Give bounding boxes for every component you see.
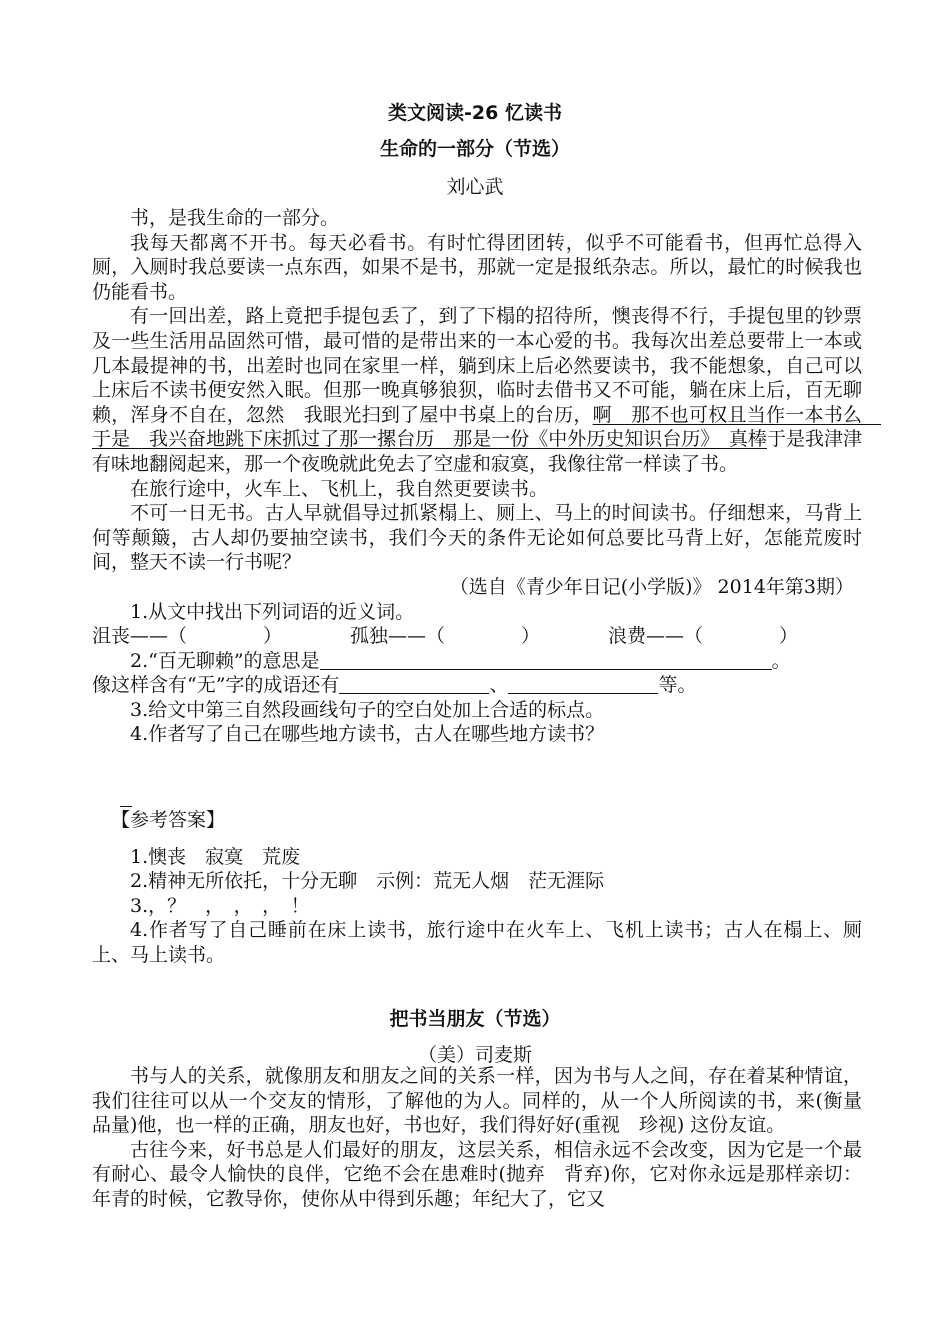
question-1-items [92, 624, 862, 649]
article1-author: 刘心武 [446, 176, 504, 198]
answer-3: 3.，？ ， ， ， ！ [130, 894, 310, 917]
answers-heading: 【参考答案】 [111, 809, 226, 831]
question-3: 3.给文中第三自然段画线句子的空白处加上合适的标点。 [130, 698, 605, 721]
article2-author: （美）司麦斯 [417, 1044, 532, 1066]
question-4: 4.作者写了自己在哪些地方读书，古人在哪些地方读书？ [130, 723, 605, 746]
article1-title: 生命的一部分（节选） [379, 138, 570, 160]
article2-title: 把书当朋友（节选） [389, 1008, 561, 1030]
synonym-item: 沮丧——（ ） [92, 625, 283, 648]
answers-section [92, 808, 862, 968]
article1-paragraph: 我每天都离不开书。每天必看书。有时忙得团团转，似乎不可能看书，但再忙总得入厕，入厕时我总要读一点东西，如果不是书，那就一定是报纸杂志。所以，最忙的时候我也仍能看书。 [92, 231, 862, 303]
answer-blank[interactable] [320, 651, 772, 670]
answer-1: 1.懊丧 寂寞 荒废 [130, 845, 301, 868]
article1-paragraph: 书，是我生命的一部分。 [130, 207, 340, 229]
main-title: 类文阅读-26 忆读书 [388, 102, 562, 124]
question-2-line-2: 像这样含有“无”字的成语还有 、 等。 [92, 674, 697, 697]
answer-blank[interactable] [339, 675, 489, 694]
article2-body [92, 1064, 862, 1212]
synonym-item: 浪费——（ ） [608, 625, 799, 648]
article1-body [92, 206, 881, 747]
question-1: 1.从文中找出下列词语的近义词。 [130, 600, 415, 623]
spacer [92, 833, 862, 845]
article2-paragraph: 古往今来，好书总是人们最好的朋友，这层关系，相信永远不会改变，因为它是一个最有耐心、最令人愉快的良伴，它绝不会在患难时(抛弃 背弃)你，它对你永远是那样亲切：年青的时候，它教导你，使你从中得到乐趣；年纪大了，它又 [92, 1138, 862, 1210]
paragraph-text: 于是我津津有味地翻阅起来，那一个夜晚就此免去了空虚和寂寞，我像往常一样读了书。 [92, 428, 862, 475]
source-citation: （选自《青少年日记(小学版)》 2014年第3期） [449, 575, 854, 598]
answer-blank[interactable] [508, 675, 658, 694]
article1-paragraph-3 [92, 304, 881, 476]
synonym-item: 孤独——（ ） [350, 625, 541, 648]
question-2-line-1: 2.“百无聊赖”的意思是 。 [130, 649, 791, 672]
answer-blank-mark [120, 806, 132, 807]
answer-4: 4.作者写了自己睡前在床上读书，旅行途中在火车上、飞机上读书；古人在榻上、厕上、马上读书。 [92, 919, 862, 966]
article1-paragraph: 不可一日无书。古人早就倡导过抓紧榻上、厕上、马上的时间读书。仔细想来，马背上何等颠簸，古人却仍要抽空读书，我们今天的条件无论如何总要比马背上好，怎能荒废时间，整天不读一行书呢？ [92, 502, 862, 574]
article1-paragraph: 在旅行途中，火车上、飞机上，我自然更要读书。 [130, 477, 549, 500]
paragraph-text: 有一回出差，路上竟把手提包丢了，到了下榻的招待所，懊丧得不行，手提包里的钞票及一些生活用品固然可惜，最可惜的是带出来的一本心爱的书。我每次出差总要带上一本或几本最提神的书，出差时也同在家里一样，躺到床上后必然要读书，我不能想象，自己可以上床后不读书便安然入眠。但那一晚真够狼狈，临时去借书又不可能，躺在床上后，百无聊赖，浑身不自在，忽然 我眼光扫到了屋中书桌上的台历， [92, 305, 862, 426]
underlined-sentence: 啊 那不也可权且当作一本书么 于是 我兴奋地跳下床抓过了那一摞台历 那是一份《中外历史知识台历》 真棒 [92, 403, 881, 451]
article2-paragraph: 书与人的关系，就像朋友和朋友之间的关系一样，因为书与人之间，存在着某种情谊，我们往往可以从一个交友的情形，了解他的为人。同样的，从一个人所阅读的书，来(衡量 品量)他，也一样的正确，朋友也好，书也好，我们得好好(重视 珍视) 这份友谊。 [92, 1065, 862, 1137]
answer-2: 2.精神无所依托，十分无聊 示例：荒无人烟 茫无涯际 [130, 870, 605, 893]
